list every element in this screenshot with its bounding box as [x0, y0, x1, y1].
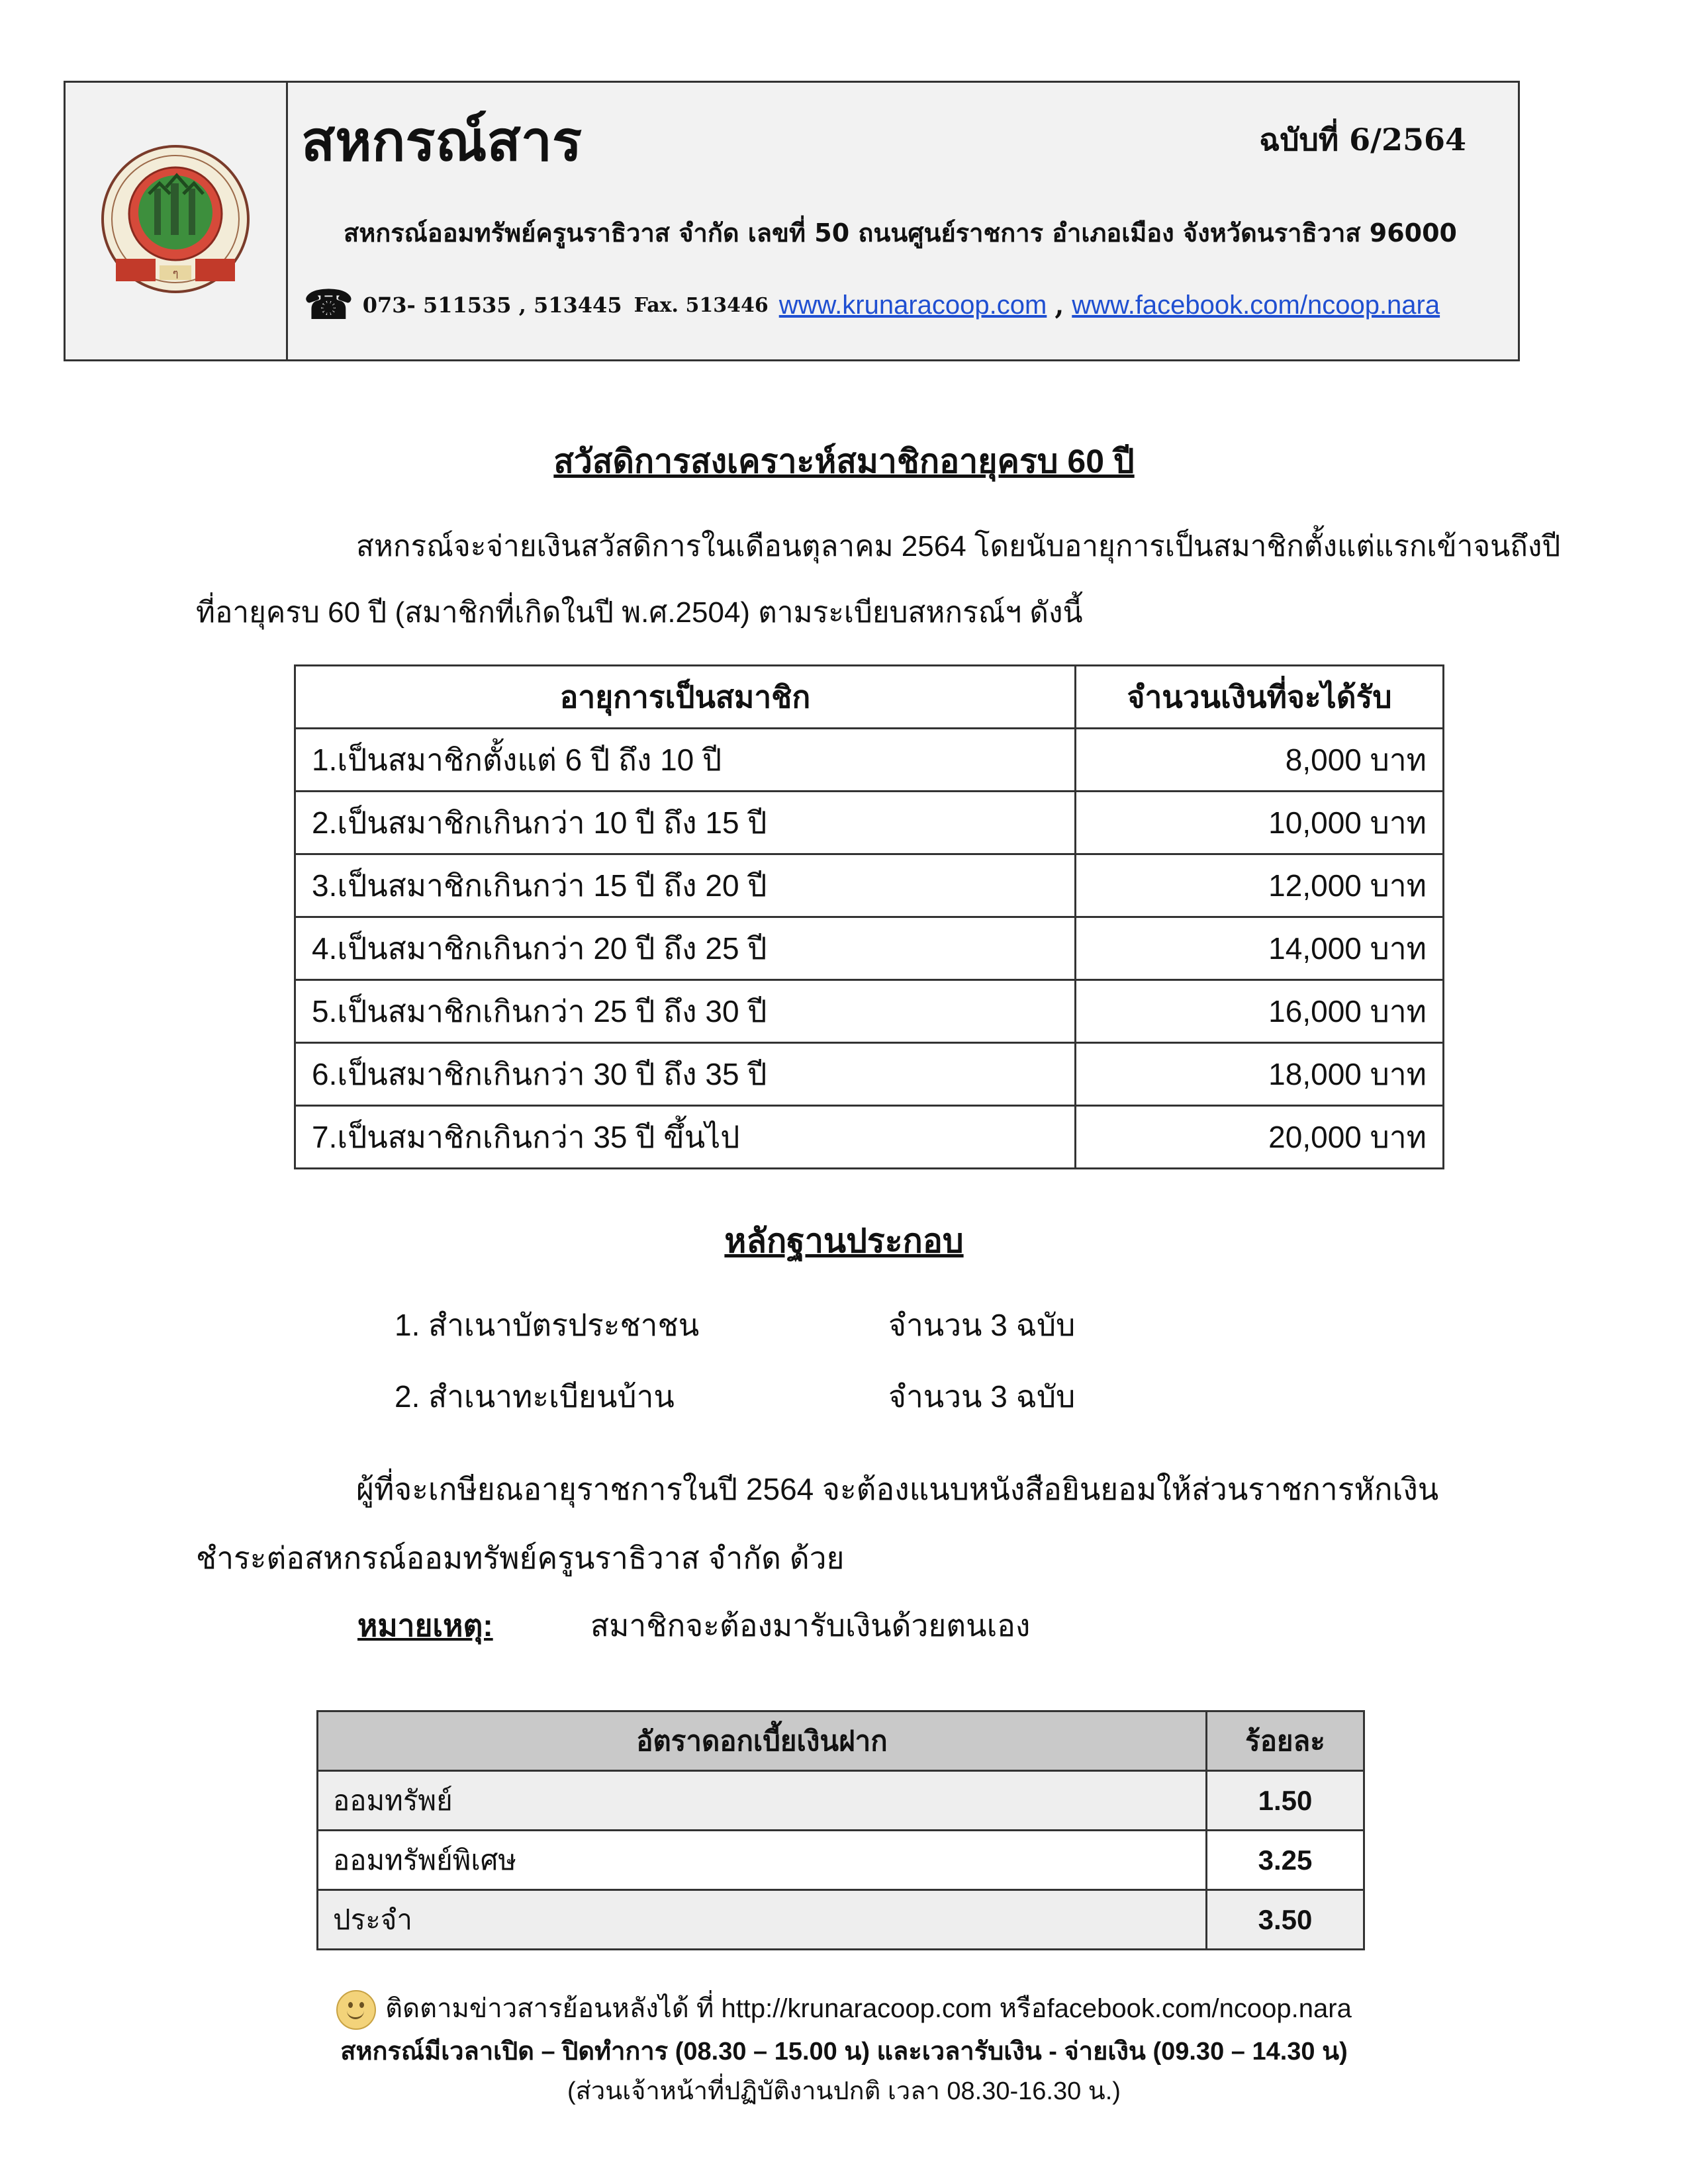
- benefit-amount: 10,000 บาท: [1076, 792, 1444, 854]
- intro-line-2: ที่อายุครบ 60 ปี (สมาชิกที่เกิดในปี พ.ศ.2504) ตามระเบียบสหกรณ์ฯ ดังนี้: [196, 596, 1083, 629]
- membership-period: 1.เป็นสมาชิกตั้งแต่ 6 ปี ถึง 10 ปี: [295, 729, 1076, 792]
- column-header-percent: ร้อยละ: [1207, 1711, 1364, 1771]
- interest-rate: 3.50: [1207, 1890, 1364, 1950]
- document-quantity: จำนวน 3 ฉบับ: [888, 1379, 1076, 1414]
- note-label: หมายเหตุ:: [357, 1608, 493, 1643]
- deposit-type: ประจำ: [318, 1890, 1207, 1950]
- facebook-link[interactable]: www.facebook.com/ncoop.nara: [1072, 290, 1440, 320]
- benefit-amount: 12,000 บาท: [1076, 854, 1444, 917]
- benefit-amount: 16,000 บาท: [1076, 980, 1444, 1043]
- document-name: 1. สำเนาบัตรประชาชน: [395, 1308, 700, 1342]
- membership-period: 2.เป็นสมาชิกเกินกว่า 10 ปี ถึง 15 ปี: [295, 792, 1076, 854]
- welfare-table: [294, 664, 1444, 1169]
- rates-table-header: [318, 1711, 1364, 1771]
- table-row: [318, 1831, 1364, 1890]
- benefit-amount: 14,000 บาท: [1076, 917, 1444, 980]
- issue-number: ฉบับที่ 6/2564: [1259, 122, 1466, 158]
- retire-line-1: ผู้ที่จะเกษียณอายุราชการในปี 2564 จะต้องแนบหนังสือยินยอมให้ส่วนราชการหักเงิน: [356, 1472, 1439, 1506]
- fax-number: Fax. 513446: [633, 293, 769, 317]
- newsletter-title: สหกรณ์สาร: [301, 109, 583, 173]
- membership-period: 3.เป็นสมาชิกเกินกว่า 15 ปี ถึง 20 ปี: [295, 854, 1076, 917]
- footer-staff-hours: (ส่วนเจ้าหน้าที่ปฏิบัติงานปกติ เวลา 08.30-16.30 น.): [567, 2077, 1121, 2105]
- welfare-heading: สวัสดิการสงเคราะห์สมาชิกอายุครบ 60 ปี: [553, 443, 1135, 480]
- table-row: [295, 792, 1444, 854]
- table-row: [295, 729, 1444, 792]
- contact-line: [304, 282, 1440, 328]
- retire-line-2: ชำระต่อสหกรณ์ออมทรัพย์ครูนราธิวาส จำกัด ด้วย: [196, 1541, 845, 1575]
- welfare-table-header: [295, 666, 1444, 729]
- deposit-type: ออมทรัพย์พิเศษ: [318, 1831, 1207, 1890]
- newsletter-header: [64, 81, 1520, 361]
- footer-hours: สหกรณ์มีเวลาเปิด – ปิดทำการ (08.30 – 15.00 น) และเวลารับเงิน - จ่ายเงิน (09.30 – 14.30 น): [340, 2038, 1348, 2066]
- membership-period: 6.เป็นสมาชิกเกินกว่า 30 ปี ถึง 35 ปี: [295, 1043, 1076, 1106]
- deposit-type: ออมทรัพย์: [318, 1771, 1207, 1831]
- telephone-icon: ☎: [304, 282, 353, 328]
- svg-text:ๆ: ๆ: [172, 267, 179, 279]
- column-header-amount: จำนวนเงินที่จะได้รับ: [1076, 666, 1444, 729]
- phone-numbers: 073- 511535 , 513445: [362, 293, 622, 318]
- table-row: [295, 1043, 1444, 1106]
- table-row: [295, 854, 1444, 917]
- column-header-deposit-type: อัตราดอกเบี้ยเงินฝาก: [318, 1711, 1207, 1771]
- cooperative-address: สหกรณ์ออมทรัพย์ครูนราธิวาส จำกัด เลขที่ 50 ถนนศูนย์ราชการ อำเภอเมือง จังหวัดนราธิวาส 96000: [344, 218, 1458, 248]
- membership-period: 4.เป็นสมาชิกเกินกว่า 20 ปี ถึง 25 ปี: [295, 917, 1076, 980]
- table-row: [295, 980, 1444, 1043]
- intro-line-1: สหกรณ์จะจ่ายเงินสวัสดิการในเดือนตุลาคม 2564 โดยนับอายุการเป็นสมาชิกตั้งแต่แรกเข้าจนถึงปี: [356, 530, 1561, 563]
- interest-rate: 1.50: [1207, 1771, 1364, 1831]
- note-text: สมาชิกจะต้องมารับเงินด้วยตนเอง: [590, 1608, 1031, 1643]
- cooperative-logo: [96, 141, 255, 306]
- interest-rate: 3.25: [1207, 1831, 1364, 1890]
- link-separator: ,: [1055, 289, 1064, 321]
- table-row: [295, 917, 1444, 980]
- membership-period: 5.เป็นสมาชิกเกินกว่า 25 ปี ถึง 30 ปี: [295, 980, 1076, 1043]
- logo-cell: [66, 83, 288, 359]
- documents-heading: หลักฐานประกอบ: [724, 1222, 964, 1259]
- membership-period: 7.เป็นสมาชิกเกินกว่า 35 ปี ขึ้นไป: [295, 1106, 1076, 1169]
- footer-follow-line: [0, 1987, 1688, 2030]
- benefit-amount: 8,000 บาท: [1076, 729, 1444, 792]
- table-row: [318, 1890, 1364, 1950]
- website-link[interactable]: www.krunaracoop.com: [778, 290, 1047, 320]
- table-row: [318, 1771, 1364, 1831]
- deposit-rates-table: [316, 1710, 1365, 1950]
- document-quantity: จำนวน 3 ฉบับ: [888, 1308, 1076, 1342]
- column-header-period: อายุการเป็นสมาชิก: [295, 666, 1076, 729]
- benefit-amount: 18,000 บาท: [1076, 1043, 1444, 1106]
- benefit-amount: 20,000 บาท: [1076, 1106, 1444, 1169]
- table-row: [295, 1106, 1444, 1169]
- footer-follow-text: ติดตามข่าวสารย้อนหลังได้ ที่ http://krunaracoop.com หรือfacebook.com/ncoop.nara: [385, 1994, 1352, 2023]
- smiley-icon: [336, 1990, 376, 2030]
- document-name: 2. สำเนาทะเบียนบ้าน: [395, 1379, 675, 1414]
